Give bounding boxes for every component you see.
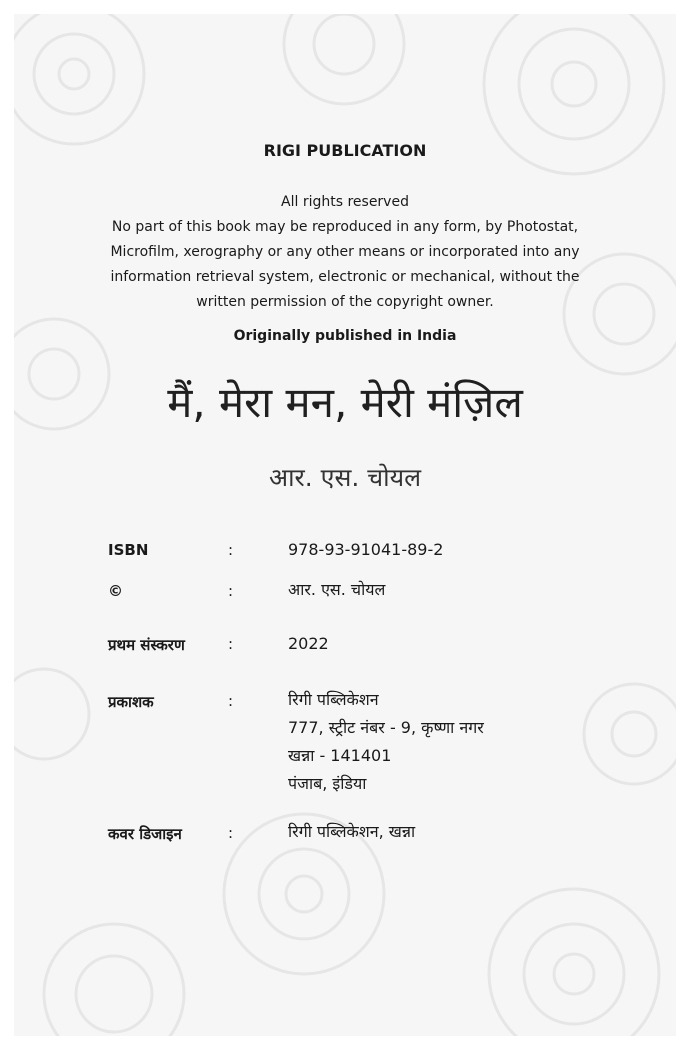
edition-value: 2022 xyxy=(288,634,329,653)
publisher-colon: : xyxy=(228,692,234,710)
edition-colon: : xyxy=(228,635,234,653)
copyright-colon: : xyxy=(228,582,234,600)
cover-design-value: रिगी पब्लिकेशन, खन्ना xyxy=(288,822,416,841)
publisher-address xyxy=(288,686,484,798)
isbn-value: 978-93-91041-89-2 xyxy=(288,540,444,559)
copyright-label: © xyxy=(108,582,123,600)
publisher-line: रिगी पब्लिकेशन xyxy=(288,690,379,709)
rights-line: All rights reserved xyxy=(281,194,409,210)
floral-background xyxy=(14,14,676,1036)
page-background xyxy=(14,14,676,1036)
rights-line: written permission of the copyright owner. xyxy=(196,294,494,310)
cover-design-colon: : xyxy=(228,824,234,842)
isbn-colon: : xyxy=(228,541,234,559)
isbn-label: ISBN xyxy=(108,541,149,559)
rights-line: information retrieval system, electronic or mechanical, without the xyxy=(110,269,580,285)
origin-note: Originally published in India xyxy=(233,328,457,344)
publisher-label: प्रकाशक xyxy=(108,693,154,711)
copyright-value: आर. एस. चोयल xyxy=(288,580,386,599)
rights-line: Microfilm, xerography or any other means or incorporated into any xyxy=(110,244,580,260)
cover-design-label: कवर डिजाइन xyxy=(108,825,182,843)
book-title: मैं, मेरा मन, मेरी मंज़िल xyxy=(167,378,523,427)
rights-notice xyxy=(0,190,690,315)
author-name: आर. एस. चोयल xyxy=(268,463,422,492)
publisher-heading: RIGI PUBLICATION xyxy=(263,141,427,160)
edition-label: प्रथम संस्करण xyxy=(108,636,185,654)
publisher-line: 777, स्ट्रीट नंबर - 9, कृष्णा नगर xyxy=(288,718,484,737)
publisher-line: खन्ना - 141401 xyxy=(288,746,392,765)
publisher-line: पंजाब, इंडिया xyxy=(288,774,367,793)
rights-line: No part of this book may be reproduced in any form, by Photostat, xyxy=(111,219,579,235)
